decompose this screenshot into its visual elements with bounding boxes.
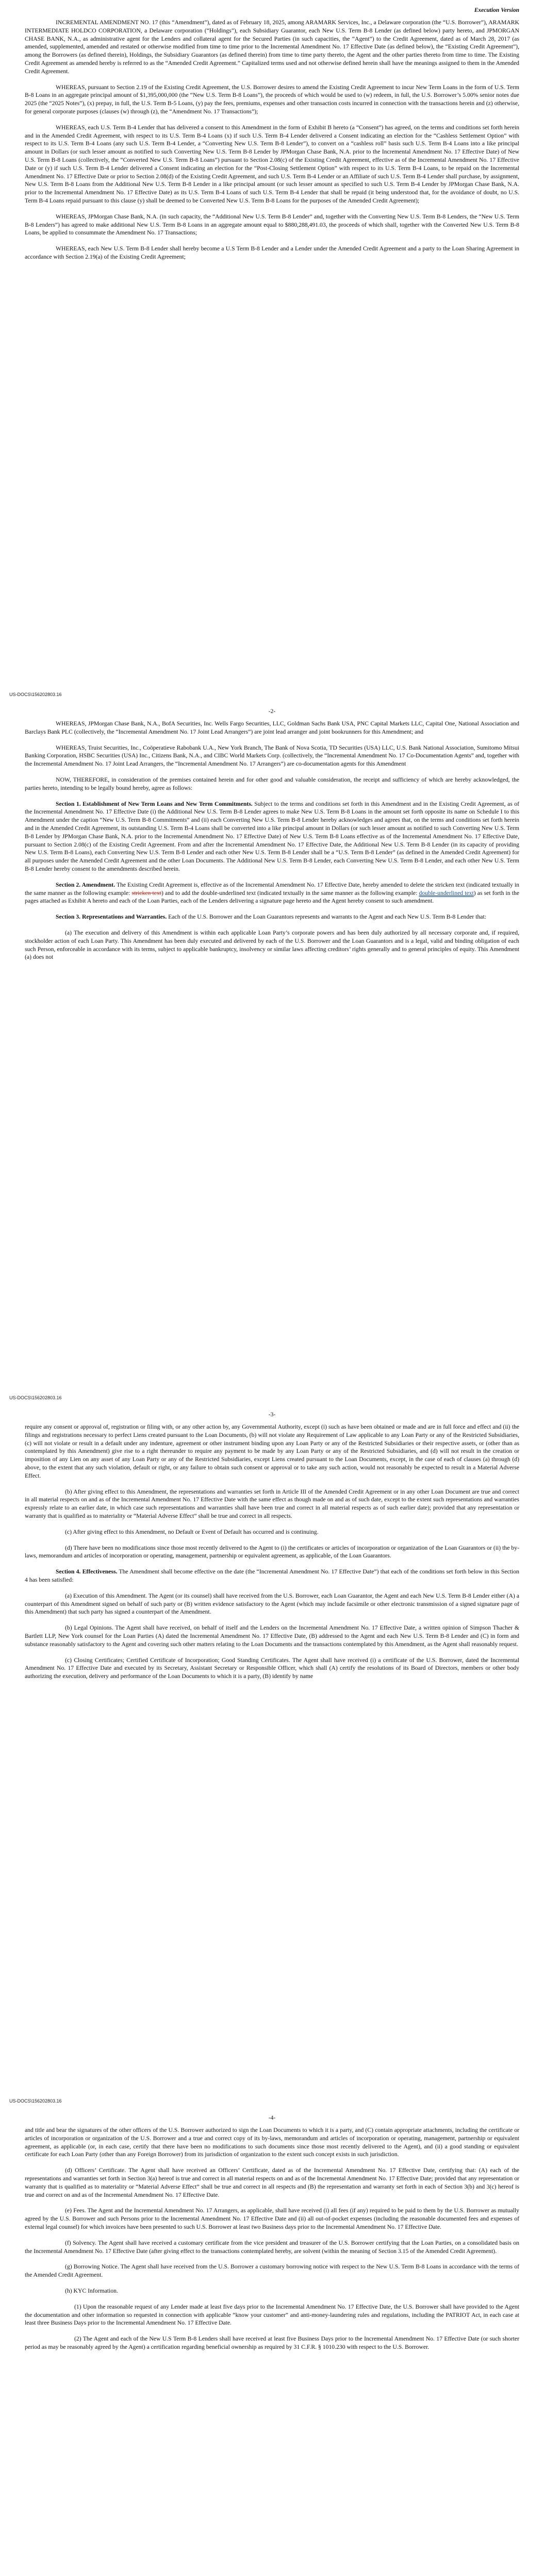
page-2-body [25, 720, 519, 961]
preamble-paragraph: INCREMENTAL AMENDMENT NO. 17 (this “Amendment”), dated as of February 18, 2025, among ARAMARK Services, Inc., a Delaware corporation (the “U.S. Borrower”), ARAMARK INTERMEDIATE HOLDCO CORPORATION, a Delaware corporation (“Holdings”), each Subsidiary Guarantor, each New U.S. Term B-8 Lender (as defined below) party hereto, and JPMORGAN CHASE BANK, N.A., as administrative agent for the Lenders and collateral agent for the Secured Parties (in such capacities, the “Agent”) to the Credit Agreement, dated as of March 28, 2017 (as amended, supplemented, amended and restated or otherwise modified from time to time prior to the Incremental Amendment No. 17 Effective Date (as defined below), the “Existing Credit Agreement”), among the Borrowers (as defined therein), Holdings, the Subsidiary Guarantors (as defined therein) from time to time party thereto, the Agent and the other parties thereto from time to time. The Existing Credit Agreement as amended hereby is referred to as the “Amended Credit Agreement.” Capitalized terms used and not otherwise defined herein shall have the meanings assigned to them in the Amended Credit Agreement. [25, 19, 519, 75]
section-3-title: Section 3. Representations and Warranties. [56, 913, 167, 921]
document-page-4 [0, 2110, 544, 2576]
section-4-clause-h-1: (1) Upon the reasonable request of any Lender made at least five days prior to the Incremental Amendment No. 17 Effective Date, the U.S. Borrower shall have provided to the Agent the documentation and other information so requested in connection with applicable “know your customer” and anti-money-laundering rules and regulations, including the PATRIOT Act, in each case at least three Business Days prior to the Incremental Amendment No. 17 Effective Date. [25, 2303, 519, 2327]
execution-version-label: Execution Version [474, 7, 519, 13]
section-3-body: Each of the U.S. Borrower and the Loan Guarantors represents and warrants to the Agent and each New U.S. Term B-8 Lender that: [168, 913, 486, 921]
section-2 [25, 881, 519, 905]
consideration-paragraph: NOW, THEREFORE, in consideration of the premises contained herein and for other good and valuable consideration, the receipt and sufficiency of which are hereby acknowledged, the parties hereto, intending to be legally bound hereby, agree as follows: [25, 776, 519, 791]
recital-6: WHEREAS, Truist Securities, Inc., Coöperatieve Rabobank U.A., New York Branch, The Bank of Nova Scotia, TD Securities (USA) LLC, U.S. Bank National Association, Sumitomo Mitsui Banking Corporation, HSBC Securities (USA) Inc., Citizens Bank, N.A., and CIBC World Markets Corp. (collectively, the “Incremental Amendment No. 17 Co-Documentation Agents” and, together with the Incremental Amendment No. 17 Joint Lead Arrangers, the “Incremental Amendment No. 17 Arrangers”) are co-documentation agents for this Amendment [25, 744, 519, 768]
section-4-clause-h: (h) KYC Information. [65, 2287, 118, 2294]
page-1-body [25, 19, 519, 261]
section-4-clause-f: (f) Solvency. The Agent shall have received a customary certificate from the vice president and treasurer of the U.S. Borrower certifying that the Loan Parties, on a consolidated basis on the Incremental Amendment No. 17 Effective Date (after giving effect to the transactions contemplated hereby, are solvent (within the meaning of Section 3.15 of the Amended Credit Agreement). [25, 2239, 519, 2255]
recital-4: WHEREAS, each New U.S. Term B-8 Lender shall hereby become a U.S Term B-8 Lender and a Lender under the Amended Credit Agreement and a party to the Loan Sharing Agreement in accordance with Section 2.19(a) of the Existing Credit Agreement; [25, 245, 519, 260]
section-4-body: The Amendment shall become effective on the date (the “Incremental Amendment No. 17 Effective Date”) that each of the conditions set forth below in this Section 4 has been satisfied: [25, 1568, 519, 1583]
section-4-clause-e: (e) Fees. The Agent and the Incremental Amendment No. 17 Arrangers, as applicable, shall have received (i) all fees (if any) required to be paid to them by the U.S. Borrower as mutually agreed by the U.S. Borrower and such Persons prior to the Incremental Amendment No. 17 Effective Date and (ii) all out-of-pocket expenses (including the reasonable documented fees and expenses of external legal counsel) for which invoices have been presented to such U.S. Borrower at least two Business days prior to the Incremental Amendment No. 17 Effective Date. [25, 2207, 519, 2230]
section-4-clause-g: (g) Borrowing Notice. The Agent shall have received from the U.S. Borrower a customary borrowing notice with respect to the New U.S. Term B-8 Loans in accordance with the terms of the Amended Credit Agreement. [25, 2263, 519, 2279]
page-3-body [25, 1423, 519, 1681]
section-4-clause-c-continued: and title and bear the signatures of the other officers of the U.S. Borrower authorized to sign the Loan Documents to which it is a party, and (C) contain appropriate attachments, including the certificate or articles of incorporation or organization of the U.S. Borrower and a true and correct copy of its by-laws, memorandum and articles of incorporation or operating, management, partnership or equivalent agreement, as applicable (or, in each case, certify that there have been no modifications to such documents since those most recently delivered to the Agent), and (ii) a good standing or equivalent certificate for each Loan Party (other than any Foreign Borrower) from its jurisdiction of organization to the extent such concept exists in such jurisdiction. [25, 2127, 519, 2158]
recital-2: WHEREAS, each U.S. Term B-4 Lender that has delivered a consent to this Amendment in the form of Exhibit B hereto (a “Consent”) has agreed, on the terms and conditions set forth herein and in the Amended Credit Agreement, with respect to its U.S. Term B-4 Loans (x) if such U.S. Term B-4 Lender delivered a Consent indicating an election for the “Cashless Settlement Option” with respect to its U.S. Term B-4 Loans (any such U.S. Term B-4 Lender, a “Converting New U.S. Term B-8 Lender”), to convert on a “cashless roll” basis such U.S. Term B-4 Loans into a like principal amount in Dollars (or such lesser amount as notified to such Converting New U.S. Term B-8 Lender by JPMorgan Chase Bank, N.A. prior to the Incremental Amendment No. 17 Effective Date) of New U.S. Term B-8 Loans (collectively, the “Converted New U.S. Term B-8 Loans”) pursuant to Section 2.08(c) of the Existing Credit Agreement, effective as of the Incremental Amendment No. 17 Effective Date or (y) if such U.S. Term B-4 Lender delivered a Consent indicating an election for the “Post-Closing Settlement Option” with respect to its U.S. Term B-4 Loans, to be repaid on the Incremental Amendment No. 17 Effective Date or prior to Section 2.08(d) of the Existing Credit Agreement, and such U.S. Term B-4 Lender or an Affiliate of such U.S. Term B-4 Lender shall purchase, by assignment, New U.S. Term B-8 Loans from the Additional New U.S. Term B-8 Lender in a like principal amount (or such lesser amount as specified to such U.S. Term B-4 Lender by JPMorgan Chase Bank, N.A. prior to the Incremental Amendment No. 17 Effective Date) as its U.S. Term B-4 Loans of such U.S. Term B-4 Lender that shall be repaid (it being understood that, for the avoidance of doubt, no U.S. Term B-4 Loans repaid pursuant to this clause (y) shall be deemed to be Converted New U.S. Term B-8 Loans for the purposes of the Amended Credit Agreement); [25, 124, 519, 204]
section-4-clause-d: (d) Officers’ Certificate. The Agent shall have received an Officers’ Certificate, dated as of the Incremental Amendment No. 17 Effective Date, certifying that: (A) each of the representations and warranties set forth in Section 3(a) hereof is true and correct in all material respects on and as of the Incremental Amendment No. 17 Effective Date; provided that any representation or warranty that is qualified as to materiality or “Material Adverse Effect” shall be true and correct in all respects and (B) the representation and warranty set forth in each of Section 3(b) and 3(c) hereof is true and correct on and as of the Incremental Amendment No. 17 Effective Date. [25, 2167, 519, 2198]
section-2-title: Section 2. Amendment. [56, 881, 116, 888]
page-number: -4- [268, 2115, 276, 2121]
section-1 [25, 800, 519, 873]
stricken-text-example: stricken text [131, 889, 162, 896]
document-id-footer: US-DOCS\156202803.16 [9, 1395, 62, 1400]
section-2-body-b: ) and to add the double-underlined text (indicated textually in the same manner as the following example: [161, 889, 419, 896]
recital-5: WHEREAS, JPMorgan Chase Bank, N.A., BofA Securities, Inc. Wells Fargo Securities, LLC, Goldman Sachs Bank USA, PNC Capital Markets LLC, Capital One, National Association and Barclays Bank PLC (collectively, the “Incremental Amendment No. 17 Joint Lead Arrangers”) are joint lead arranger and joint bookrunners for this Amendment; and [25, 720, 519, 735]
section-3-clause-d: (d) There have been no modifications since those most recently delivered to the Agent to (i) the certificates or articles of incorporation or organization of the Loan Guarantors or (ii) the by-laws, memorandum and articles of incorporation or operating, management, partnership or equivalent agreement, as applicable, of the Loan Guarantors. [25, 1544, 519, 1560]
document-page-1 [0, 0, 544, 703]
document-id-footer: US-DOCS\156202803.16 [9, 2098, 62, 2104]
double-underlined-text-example: double-underlined text [419, 889, 474, 896]
page-4-body [25, 2126, 519, 2351]
section-1-body: Subject to the terms and conditions set forth in this Amendment and in the Existing Credit Agreement, as of the Incremental Amendment No. 17 Effective Date (i) the Additional New U.S. Term B-8 Lender agrees to make New U.S. Term B-8 Loans in the amount set forth opposite its name on Schedule I to this Amendment under the caption “New U.S. Term B-8 Commitments” and (ii) each Converting New U.S. Term B-8 Lender hereby acknowledges and agrees that, on the terms and conditions set forth herein and in the Amended Credit Agreement, its outstanding U.S. Term B-4 Loans shall be converted into a like principal amount in Dollars (or such lesser amount as notified to such Converting New U.S. Term B-8 Lender by JPMorgan Chase Bank, N.A. prior to the Incremental Amendment No. 17 Effective Date) of New U.S. Term B-8 Loans effective as of the Incremental Amendment No. 17 Effective Date, pursuant to Section 2.08(c) of the Existing Credit Agreement. From and after the Incremental Amendment No. 17 Effective Date, the Additional New U.S. Term B-8 Lender (in its capacity of providing New U.S. Term B-8 Loans), each Converting New U.S. Term B-8 Lender and each other New U.S. Term B-8 Lender shall be a “U.S. Term B-8 Lender” (as defined in the Amended Credit Agreement) for all purposes under the Amended Credit Agreement and the other Loan Documents. The Additional New U.S. Term B-8 Lender, each Converting New U.S. Term B-8 Lender, and each other New U.S. Term B-8 Lender hereby consent to the amendments described herein. [25, 800, 520, 872]
page-number: -3- [268, 1412, 276, 1418]
section-3-clause-a-continued: require any consent or approval of, registration or filing with, or any other action by, any Governmental Authority, except (i) such as have been obtained or made and are in full force and effect and (ii) the filings and registrations necessary to perfect Liens created pursuant to the Loan Documents, (b) will not violate any Requirement of Law applicable to any Loan Party or any of the Restricted Subsidiaries, (c) will not violate or result in a default under any indenture, agreement or other instrument binding upon any Loan Party or any of the Restricted Subsidiaries or their respective assets, or (other than as contemplated by this Amendment) give rise to a right thereunder to require any payment to be made by any Loan Party or any of the Restricted Subsidiaries, and (d) will not result in the creation or imposition of any Lien on any asset of any Loan Party or any of the Restricted Subsidiaries, except Liens created pursuant to the Loan Documents, except, in the case of each of clauses (a) through (d) above, to the extent that any such violation, default or right, or any failure to obtain such consent or approval or to take any such action, would not reasonably be expected to result in a Material Adverse Effect. [25, 1423, 519, 1479]
document-id-footer: US-DOCS\156202803.16 [9, 692, 62, 697]
section-2-body-c: ) as set forth in the pages attached as Exhibit A hereto and each of the Loan Parties, each of the Lenders delivering a signature page hereto and the Agent hereby consent to such amendment. [25, 889, 520, 905]
section-4-clause-b: (b) Legal Opinions. The Agent shall have received, on behalf of itself and the Lenders on the Incremental Amendment No. 17 Effective Date, a written opinion of Simpson Thacher & Bartlett LLP, New York counsel for the Loan Parties (A) dated the Incremental Amendment No. 17 Effective Date, (B) addressed to the Agent and each New U.S. Term B-8 Lender and (C) in form and substance reasonably satisfactory to the Agent and covering such other matters relating to the Loan Documents and the transactions contemplated by this Amendment, as the Agent shall reasonably request. [25, 1624, 519, 1648]
section-3-clause-b: (b) After giving effect to this Amendment, the representations and warranties set forth in Article III of the Amended Credit Agreement or in any other Loan Document are true and correct in all material respects on and as of the Incremental Amendment No. 17 Effective Date with the same effect as though made on and as of such date, except to the extent such representations and warranties expressly relate to an earlier date, in which case such representations and warranties shall have been true and correct in all material respects as of such earlier date); provided that any representation or warranty that is qualified as to materiality or “Material Adverse Effect” shall be true and correct in all respects. [25, 1488, 519, 1519]
page-number: -2- [268, 708, 276, 715]
section-4-clause-c: (c) Closing Certificates; Certified Certificate of Incorporation; Good Standing Certificates. The Agent shall have received (i) a certificate of the U.S. Borrower, dated the Incremental Amendment No. 17 Effective Date and executed by its Secretary, Assistant Secretary or Responsible Officer, which shall (A) certify the resolutions of its Board of Directors, members or other body authorizing the execution, delivery and performance of the Loan Documents to which it is a party, (B) identify by name [25, 1656, 519, 1680]
section-3-clause-a: (a) The execution and delivery of this Amendment is within each applicable Loan Party’s corporate powers and has been duly authorized by all necessary corporate and, if required, stockholder action of each Loan Party. This Amendment has been duly executed and delivered by each of the U.S. Borrower and the Loan Guarantors and is a legal, valid and binding obligation of each such Person, enforceable in accordance with its terms, subject to applicable bankruptcy, insolvency or similar laws affecting creditors’ rights generally and to general principles of equity. This Amendment (a) does not [25, 929, 519, 961]
section-4 [25, 1568, 519, 1584]
section-4-clause-h-2: (2) The Agent and each of the New U.S Term B-8 Lenders shall have received at least five Business Days prior to the Incremental Amendment No. 17 Effective Date (or such shorter period as may be reasonably agreed by the Agent) a certification regarding beneficial ownership as required by 31 C.F.R. § 1010.230 with respect to the U.S. Borrower. [25, 2335, 519, 2350]
recital-3: WHEREAS, JPMorgan Chase Bank, N.A. (in such capacity, the “Additional New U.S. Term B-8 Lender” and, together with the Converting New U.S. Term B-8 Lenders, the “New U.S. Term B-8 Lenders”) has agreed to make additional New U.S. Term B-8 Loans in an aggregate amount equal to $880,288,491.03, the proceeds of which shall, together with the Converted New U.S. Term B-8 Loans, be applied to consummate the Amendment No. 17 Transactions; [25, 213, 519, 236]
section-2-body-a: The Existing Credit Agreement is, effective as of the Incremental Amendment No. 17 Effective Date, hereby amended to delete the stricken text (indicated textually in the same manner as the following example: [25, 881, 519, 896]
section-4-clause-a: (a) Execution of this Amendment. The Agent (or its counsel) shall have received from the U.S. Borrower, each Loan Guarantor, the Agent and each New U.S. Term B-8 Lender either (A) a counterpart of this Amendment signed on behalf of such party or (B) written evidence satisfactory to the Agent (which may include facsimile or other electronic transmission of a signed signature page of this Amendment) that such party has signed a counterpart of the Amendment. [25, 1592, 519, 1616]
document-page-2 [0, 703, 544, 1406]
section-1-title: Section 1. Establishment of New Term Loans and New Term Commitments. [56, 800, 253, 807]
document-page-3 [0, 1406, 544, 2110]
section-3 [25, 913, 519, 921]
section-4-title: Section 4. Effectiveness. [56, 1568, 118, 1575]
recital-1: WHEREAS, pursuant to Section 2.19 of the Existing Credit Agreement, the U.S. Borrower desires to amend the Existing Credit Agreement to incur New Term Loans in the form of U.S. Term B-8 Loans in an aggregate principal amount of $1,395,000,000 (the “New U.S. Term B-8 Loans”), the proceeds of which would be used to (w) redeem, in full, the U.S. Borrower’s 5.00% senior notes due 2025 (the “2025 Notes”), (x) prepay, in full, the U.S. Term B-5 Loans, (y) pay the fees, premiums, expenses and other transaction costs incurred in connection with the transactions herein and (z) otherwise, for general corporate purposes (clauses (w) through (z), the “Amendment No. 17 Transactions”); [25, 83, 519, 115]
section-3-clause-c: (c) After giving effect to this Amendment, no Default or Event of Default has occurred and is continuing. [65, 1528, 319, 1535]
